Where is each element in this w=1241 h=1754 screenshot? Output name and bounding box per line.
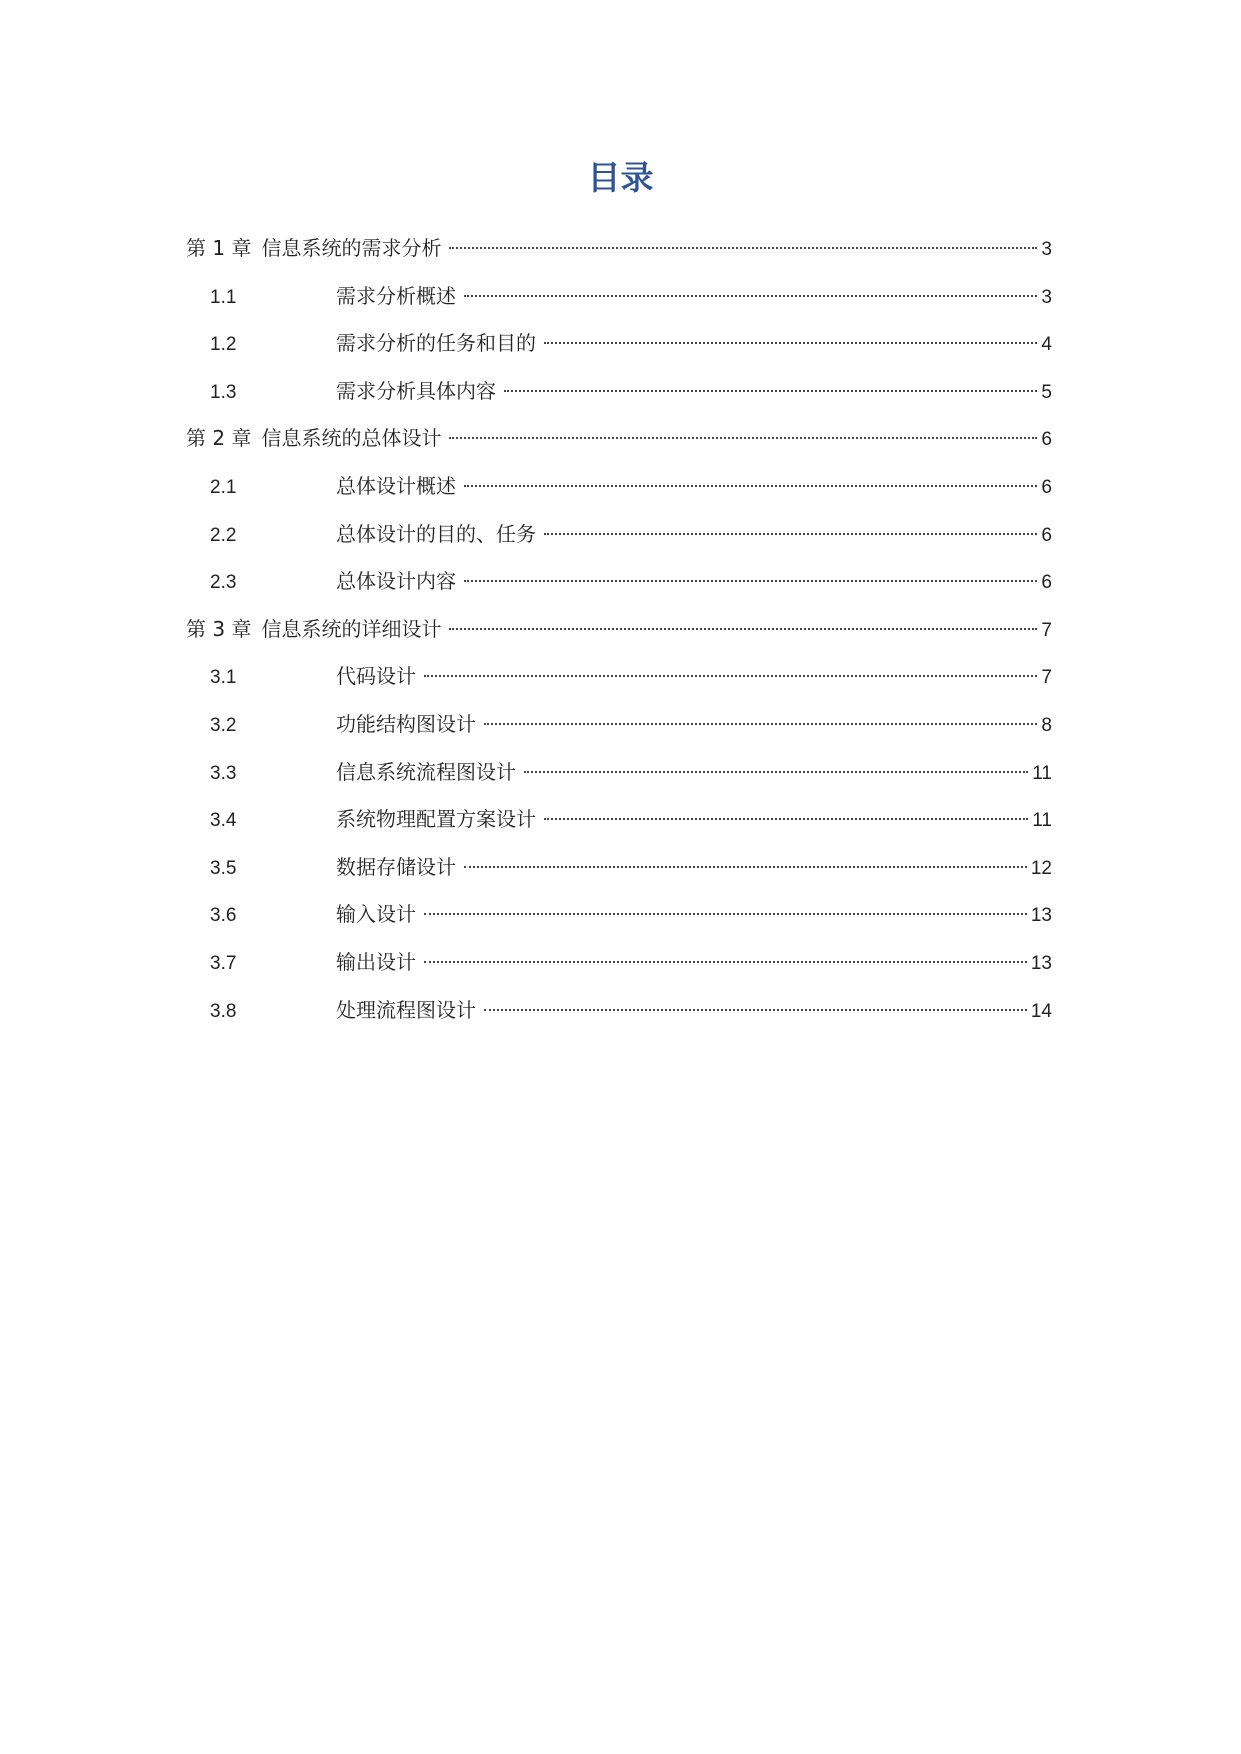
toc-entry-number: 1.3: [210, 381, 237, 403]
toc-page-number: 3: [1041, 286, 1052, 308]
toc-page-number: 6: [1041, 572, 1052, 594]
toc-page-number: 5: [1041, 381, 1052, 403]
toc-dot-leader: [504, 390, 1037, 392]
toc-entry-number: 3.2: [210, 714, 237, 736]
toc-section-entry[interactable]: [186, 702, 1052, 750]
toc-dot-leader: [464, 295, 1037, 297]
toc-section-entry[interactable]: [186, 797, 1052, 845]
toc-entry-number: 第 3 章: [186, 616, 252, 641]
toc-page-number: 6: [1041, 524, 1052, 546]
toc-section-entry[interactable]: [186, 274, 1052, 322]
toc-section-entry[interactable]: [186, 750, 1052, 798]
toc-chapter-entry[interactable]: [186, 226, 1052, 274]
toc-chapter-entry[interactable]: [186, 607, 1052, 655]
toc-entry-number: 3.4: [210, 810, 237, 832]
toc-page-number: 11: [1032, 762, 1052, 784]
toc-dot-leader: [424, 961, 1027, 963]
toc-section-entry[interactable]: [186, 369, 1052, 417]
toc-section-entry[interactable]: [186, 512, 1052, 560]
toc-dot-leader: [449, 628, 1037, 630]
toc-section-entry[interactable]: [186, 988, 1052, 1036]
toc-entry-number: 第 2 章: [186, 426, 252, 451]
toc-list: [186, 226, 1052, 1035]
toc-entry-number: 1.2: [210, 334, 237, 356]
toc-entry-number: 3.1: [210, 667, 237, 689]
toc-dot-leader: [464, 485, 1037, 487]
toc-dot-leader: [464, 866, 1027, 868]
toc-section-entry[interactable]: [186, 940, 1052, 988]
toc-entry-number: 2.1: [210, 476, 237, 498]
toc-entry-number: 1.1: [210, 286, 237, 308]
toc-page-number: 3: [1041, 239, 1052, 260]
toc-title: 目录: [587, 158, 654, 197]
toc-dot-leader: [449, 437, 1037, 439]
toc-entry-text: 需求分析的任务和目的: [336, 331, 536, 356]
toc-dot-leader: [544, 818, 1028, 820]
toc-entry-text: 输入设计: [336, 902, 416, 927]
toc-page-number: 7: [1041, 667, 1052, 689]
toc-dot-leader: [544, 342, 1037, 344]
toc-entry-number: 2.3: [210, 572, 237, 594]
toc-entry-text: 总体设计内容: [336, 569, 456, 594]
toc-entry-number: 3.5: [210, 857, 237, 879]
toc-entry-number: 第 1 章: [186, 236, 252, 260]
toc-page-number: 12: [1030, 857, 1052, 879]
toc-page-number: 8: [1041, 714, 1052, 736]
toc-entry-text: 信息系统的总体设计: [261, 426, 442, 451]
toc-section-entry[interactable]: [186, 845, 1052, 893]
toc-entry-text: 功能结构图设计: [336, 711, 476, 736]
toc-page-number: 13: [1030, 952, 1052, 974]
toc-dot-leader: [524, 771, 1028, 773]
toc-page-number: 4: [1041, 334, 1052, 356]
toc-entry-text: 信息系统流程图设计: [336, 759, 516, 784]
toc-entry-text: 代码设计: [336, 664, 416, 689]
toc-dot-leader: [449, 247, 1037, 249]
toc-page-number: 14: [1030, 1000, 1052, 1022]
toc-entry-number: 3.8: [210, 1000, 237, 1022]
toc-dot-leader: [424, 675, 1037, 677]
toc-entry-text: 需求分析概述: [336, 283, 456, 308]
toc-entry-number: 3.6: [210, 905, 237, 927]
toc-entry-number: 3.7: [210, 952, 237, 974]
toc-dot-leader: [484, 1009, 1027, 1011]
toc-page-number: 6: [1041, 429, 1052, 451]
toc-entry-text: 处理流程图设计: [336, 997, 476, 1022]
toc-entry-text: 系统物理配置方案设计: [336, 807, 536, 832]
toc-section-entry[interactable]: [186, 559, 1052, 607]
toc-entry-number: 3.3: [210, 762, 237, 784]
toc-section-entry[interactable]: [186, 892, 1052, 940]
toc-section-entry[interactable]: [186, 321, 1052, 369]
toc-entry-text: 输出设计: [336, 949, 416, 974]
toc-entry-text: 信息系统的需求分析: [261, 236, 442, 260]
toc-dot-leader: [464, 580, 1037, 582]
toc-page-number: 13: [1030, 905, 1052, 927]
toc-entry-text: 数据存储设计: [336, 854, 456, 879]
toc-entry-text: 需求分析具体内容: [336, 378, 496, 403]
toc-entry-text: 总体设计的目的、任务: [336, 521, 536, 546]
toc-page-number: 11: [1032, 810, 1052, 832]
toc-dot-leader: [544, 533, 1037, 535]
toc-section-entry[interactable]: [186, 654, 1052, 702]
toc-entry-number: 2.2: [210, 524, 237, 546]
toc-chapter-entry[interactable]: [186, 416, 1052, 464]
toc-page-number: 6: [1041, 476, 1052, 498]
toc-entry-text: 信息系统的详细设计: [261, 616, 442, 641]
toc-page-number: 7: [1041, 619, 1052, 641]
toc-dot-leader: [424, 913, 1027, 915]
toc-section-entry[interactable]: [186, 464, 1052, 512]
toc-entry-text: 总体设计概述: [336, 473, 456, 498]
toc-dot-leader: [484, 723, 1037, 725]
